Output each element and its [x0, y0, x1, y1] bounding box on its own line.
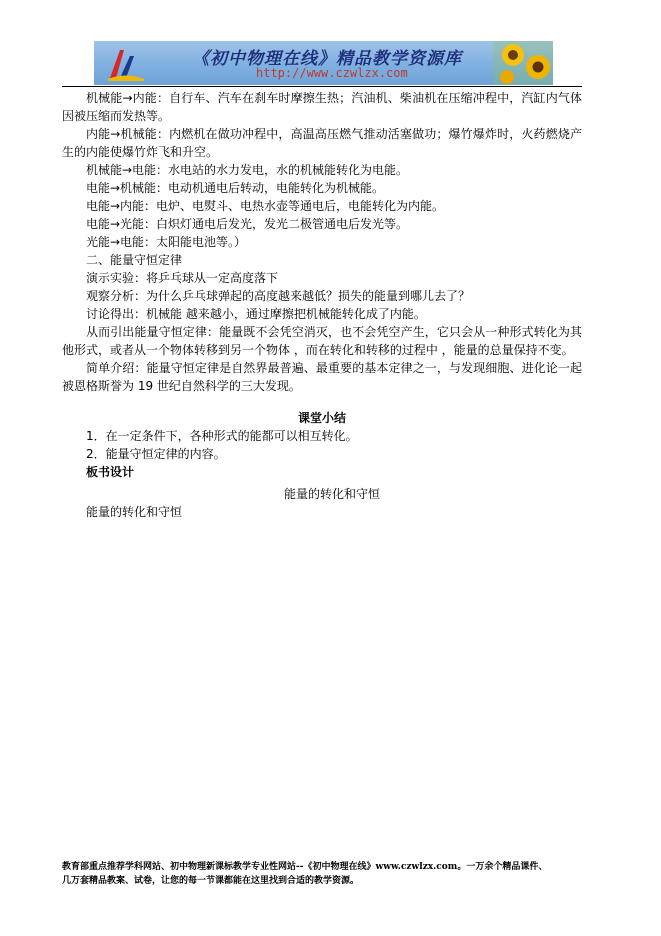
paragraph-mechanical-to-electric: 机械能→电能：水电站的水力发电，水的机械能转化为电能。	[86, 163, 409, 177]
board-center-title: 能量的转化和守恒	[284, 487, 381, 501]
site-logo-icon	[106, 44, 146, 82]
paragraph-mechanical-to-internal: 机械能→内能：自行车、汽车在刹车时摩擦生热；汽油机、柴油机在压缩冲程中，汽缸内气体因被压缩而发热等。	[62, 91, 582, 123]
footer-line-2: 几万套精品教案、试卷，让您的每一节课都能在这里找到合适的教学资源。	[62, 876, 360, 886]
paragraph-observe: 观察分析：为什么乒乓球弹起的高度越来越低？损失的能量到哪儿去了？	[86, 289, 471, 303]
banner-url: http://www.czwlzx.com	[256, 66, 408, 80]
summary-item-1: 1．在一定条件下，各种形式的能都可以相互转化。	[86, 429, 358, 443]
paragraph-electric-to-light: 电能→光能：白炽灯通电后发光，发光二极管通电后发光等。	[86, 217, 409, 231]
header-banner	[94, 41, 553, 85]
paragraph-electric-to-internal: 电能→内能：电炉、电熨斗、电热水壶等通电后，电能转化为内能。	[86, 199, 445, 213]
paragraph-law: 从而引出能量守恒定律：能量既不会凭空消灭，也不会凭空产生，它只会从一种形式转化为其他形式，或者从一个物体转移到另一个物体 ，而在转化和转移的过程中 ，能量的总量保持不变。	[62, 325, 582, 357]
summary-heading: 课堂小结	[297, 411, 346, 425]
paragraph-electric-to-mechanical: 电能→机械能：电动机通电后转动，电能转化为机械能。	[86, 181, 385, 195]
paragraph-internal-to-mechanical: 内能→机械能：内燃机在做功冲程中，高温高压燃气推动活塞做功；爆竹爆炸时，火药燃烧产生的内能使爆竹炸飞和升空。	[62, 127, 582, 159]
paragraph-intro: 简单介绍：能量守恒定律是自然界最普遍、最重要的基本定律之一，与发现细胞、进化论一起被恩格斯誉为 19 世纪自然科学的三大发现。	[62, 361, 582, 393]
header-divider	[62, 86, 582, 87]
document-body	[62, 89, 582, 521]
paragraph-discuss: 讨论得出：机械能 越来越小，通过摩擦把机械能转化成了内能。	[86, 307, 426, 321]
summary-item-2: 2．能量守恒定律的内容。	[86, 447, 226, 461]
board-left-title: 能量的转化和守恒	[86, 505, 183, 519]
board-heading: 板书设计	[86, 465, 135, 479]
footer-line-1: 教育部重点推荐学科网站、初中物理新课标教学专业性网站--《初中物理在线》www.czwlzx.com。一万余个精品课件、	[62, 862, 548, 872]
paragraph-light-to-electric: 光能→电能：太阳能电池等。）	[86, 235, 247, 249]
section-heading-conservation: 二、能量守恒定律	[86, 253, 183, 267]
banner-title: 《初中物理在线》精品教学资源库	[192, 49, 462, 69]
page-footer	[62, 860, 602, 888]
sunflower-icon	[493, 41, 553, 85]
paragraph-demo: 演示实验：将乒乓球从一定高度落下	[86, 271, 279, 285]
